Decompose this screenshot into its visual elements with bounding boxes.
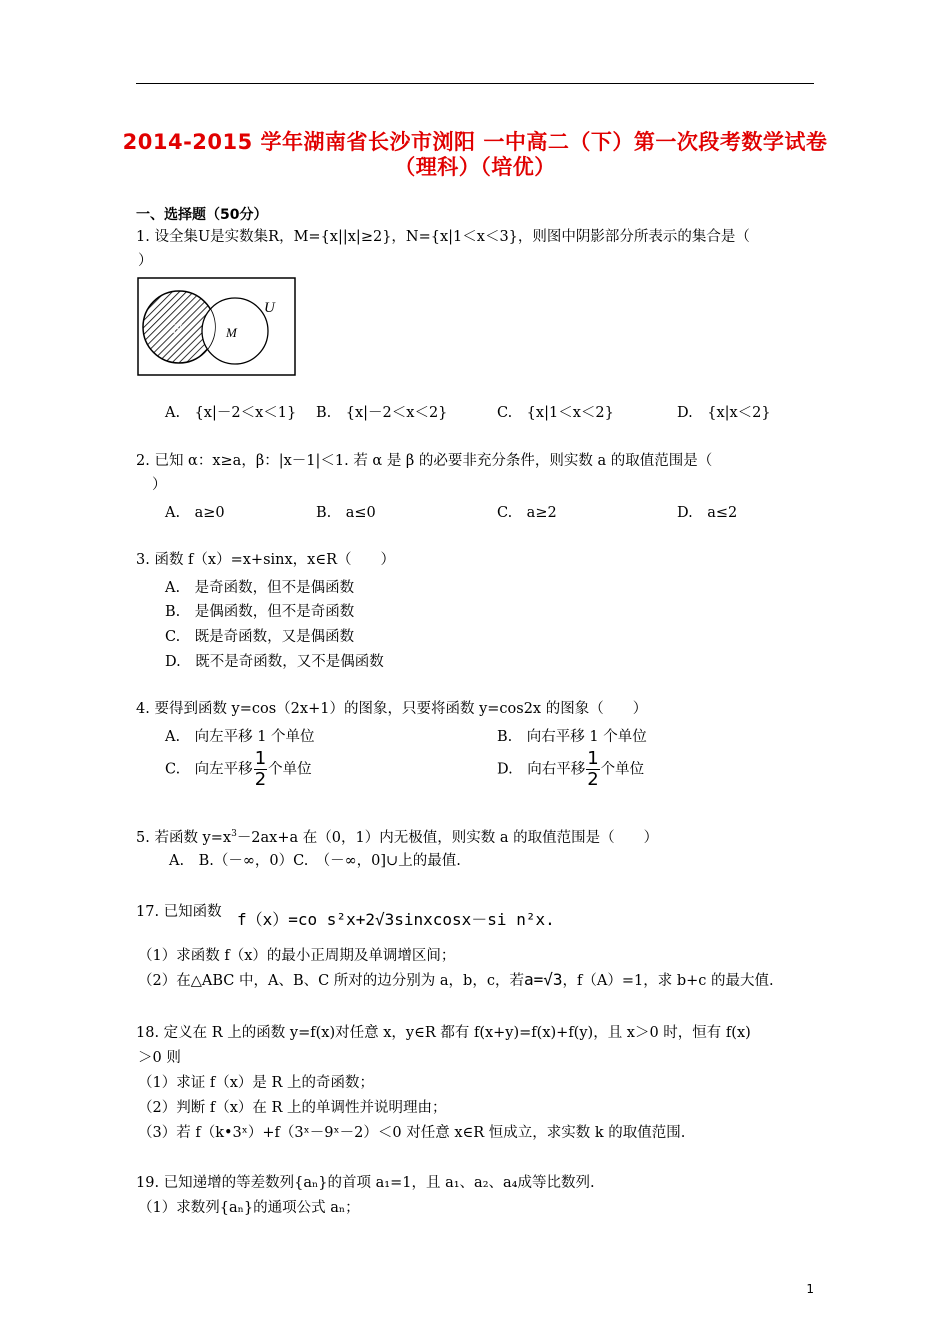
section-heading: 一、选择题（50分） bbox=[136, 207, 268, 223]
q17-stem: 17. 已知函数 bbox=[136, 904, 222, 920]
q17-part2: （2）在△ABC 中，A、B、C 所对的边分别为 a，b，c，若a=√3，f（A）=1，求 b+c 的最大值. bbox=[138, 970, 774, 989]
q18-part3: （3）若 f（k•3ˣ）+f（3ˣ－9ˣ－2）＜0 对任意 x∈R 恒成立，求实数 k 的取值范围. bbox=[138, 1125, 686, 1141]
set-u-label: U bbox=[264, 300, 275, 316]
q4-option-d[interactable] bbox=[497, 750, 644, 789]
half-fraction: $\frac{1}{2}$ bbox=[254, 748, 267, 790]
q1-option-d[interactable]: D. {x|x＜2} bbox=[677, 405, 771, 421]
q19-stem: 19. 已知递增的等差数列{aₙ}的首项 a₁=1，且 a₁、a₂、a₄成等比数列. bbox=[136, 1175, 595, 1191]
page-number: 1 bbox=[806, 1282, 814, 1296]
q5-stem: 5. 若函数 $y=x^3-2ax+a$ 在（0，1）内无极值，则实数 a 的取值范围是（ ） bbox=[136, 829, 659, 846]
q1-stem-line2: ） bbox=[138, 253, 153, 269]
q2-option-a[interactable]: A. a≥0 bbox=[165, 505, 225, 521]
q5-options[interactable]: A. B.（－∞，0）C. （－∞，0]∪上的最值. bbox=[169, 853, 461, 869]
q4-option-c[interactable] bbox=[165, 750, 312, 789]
q3-option-d[interactable]: D. 既不是奇函数，又不是偶函数 bbox=[165, 654, 384, 670]
q1-option-c[interactable]: C. {x|1＜x＜2} bbox=[497, 405, 614, 421]
q17-formula: f（x）=co s²x+2√3sinxcosx－si n²x. bbox=[237, 910, 555, 929]
set-m-label: M bbox=[226, 325, 237, 340]
document-title-line2: （理科）（培优） bbox=[394, 155, 556, 179]
q2-stem-line1: 2. 已知 α：x≥a，β：|x－1|＜1. 若 α 是 β 的必要非充分条件，则实数 a 的取值范围是（ bbox=[136, 453, 713, 469]
q18-stem-line1: 18. 定义在 R 上的函数 y=f(x)对任意 x，y∈R 都有 f(x+y)=f(x)+f(y)，且 x＞0 时，恒有 f(x) bbox=[136, 1025, 751, 1041]
half-fraction: $\frac{1}{2}$ bbox=[587, 748, 599, 790]
q4-option-a[interactable]: A. 向左平移 1 个单位 bbox=[165, 729, 315, 745]
q4-option-b[interactable]: B. 向右平移 1 个单位 bbox=[497, 729, 647, 745]
q1-option-b[interactable]: B. {x|－2＜x＜2} bbox=[316, 405, 448, 421]
q3-option-b[interactable]: B. 是偶函数，但不是奇函数 bbox=[165, 604, 355, 620]
q3-stem: 3. 函数 f（x）=x+sinx，x∈R（ ） bbox=[136, 552, 395, 568]
venn-diagram bbox=[137, 277, 297, 377]
q4-option-d-suffix: 个单位 bbox=[600, 761, 645, 778]
q19-part1: （1）求数列{aₙ}的通项公式 aₙ； bbox=[138, 1200, 360, 1216]
set-n-label: N bbox=[173, 321, 182, 336]
q1-stem-line1: 1. 设全集U是实数集R，M={x||x|≥2}，N={x|1＜x＜3}，则图中阴影部分所表示的集合是（ bbox=[136, 229, 750, 245]
q3-option-c[interactable]: C. 既是奇函数，又是偶函数 bbox=[165, 629, 355, 645]
q2-option-d[interactable]: D. a≤2 bbox=[677, 505, 738, 521]
q2-option-b[interactable]: B. a≤0 bbox=[316, 505, 376, 521]
q4-stem: 4. 要得到函数 y=cos（2x+1）的图象，只要将函数 y=cos2x 的图象（ ） bbox=[136, 701, 648, 717]
q3-option-a[interactable]: A. 是奇函数，但不是偶函数 bbox=[165, 580, 355, 596]
q2-stem-line2: ） bbox=[152, 477, 167, 493]
q2-option-c[interactable]: C. a≥2 bbox=[497, 505, 557, 521]
q4-option-c-suffix: 个单位 bbox=[268, 761, 312, 778]
q4-option-d-prefix: D. 向右平移 bbox=[497, 761, 586, 778]
q18-stem-line2: ＞0 则 bbox=[138, 1050, 181, 1066]
q4-option-c-prefix: C. 向左平移 bbox=[165, 761, 253, 778]
q18-part2: （2）判断 f（x）在 R 上的单调性并说明理由； bbox=[138, 1100, 447, 1116]
document-title-line1: 2014-2015 学年湖南省长沙市浏阳 一中高二（下）第一次段考数学试卷 bbox=[122, 130, 828, 154]
q18-part1: （1）求证 f（x）是 R 上的奇函数； bbox=[138, 1075, 375, 1091]
q17-part1: （1）求函数 f（x）的最小正周期及单调增区间； bbox=[138, 948, 456, 964]
q1-option-a[interactable]: A. {x|－2＜x＜1} bbox=[165, 405, 297, 421]
header-rule bbox=[136, 83, 814, 84]
